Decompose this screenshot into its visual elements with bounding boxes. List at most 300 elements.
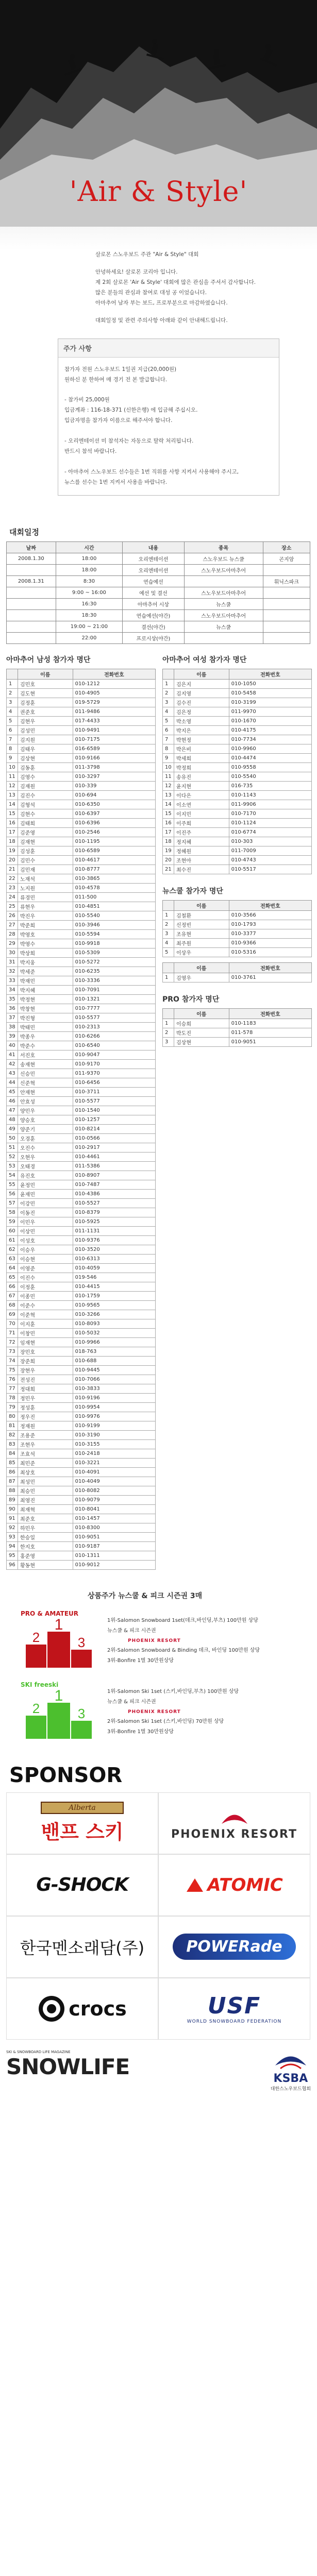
table-cell: 4: [163, 707, 174, 716]
crocs-croc-icon: [38, 1995, 65, 2023]
podium-graphic: [21, 1616, 98, 1673]
male-list-column: [6, 654, 156, 1570]
notice-title: 주가 사항: [58, 339, 279, 358]
table-cell: 박준희: [18, 920, 73, 929]
table-cell: 2008.1.30: [7, 553, 56, 564]
table-cell: 이준수: [18, 1300, 73, 1310]
table-cell: 20: [163, 855, 174, 865]
table-cell: 19:00 ~ 21:00: [56, 621, 123, 632]
table-row: [7, 1031, 156, 1041]
table-cell: 017-4433: [73, 716, 155, 725]
table-row: [163, 744, 312, 753]
table-cell: 010-4474: [229, 753, 311, 762]
table-cell: 김영우: [174, 973, 229, 982]
table-cell: 김재현: [18, 837, 73, 846]
svg-text:2: 2: [32, 1700, 40, 1716]
notice-line: 입금자명을 참가자 이름으로 해주셔야 합니다.: [64, 417, 173, 424]
table-cell: 016-6589: [73, 744, 155, 753]
table-row: [7, 1208, 156, 1217]
table-cell: 한승일: [18, 1532, 73, 1541]
table-cell: 서진호: [18, 1050, 73, 1059]
table-row: [163, 929, 312, 938]
table-row: [7, 1523, 156, 1532]
table-cell: 노지원: [18, 883, 73, 892]
female-list-table: [162, 669, 312, 874]
table-cell: 010-5577: [73, 1096, 155, 1106]
table-cell: 이승우: [18, 1245, 73, 1254]
table-cell: 39: [7, 1031, 18, 1041]
mentholatum-text: 한국멘소래담(주): [20, 1938, 145, 1958]
table-cell: 25: [7, 902, 18, 911]
table-cell: 37: [7, 1013, 18, 1022]
table-row: [7, 1412, 156, 1421]
table-cell: 권준호: [18, 707, 73, 716]
table-row: [7, 1458, 156, 1467]
table-cell: 010-3761: [229, 973, 311, 982]
table-cell: 57: [7, 1198, 18, 1208]
table-cell: 황동현: [18, 1560, 73, 1569]
table-row: [7, 902, 156, 911]
table-cell: 011-3798: [73, 762, 155, 772]
table-cell: 010-9960: [229, 744, 311, 753]
table-cell: 정성훈: [18, 1402, 73, 1412]
table-row: [7, 575, 310, 587]
table-cell: 스노우보드아마추어: [184, 587, 263, 598]
table-cell: 010-8300: [73, 1523, 155, 1532]
column-header: [163, 669, 174, 679]
table-cell: 김형석: [18, 800, 73, 809]
table-cell: 23: [7, 883, 18, 892]
table-cell: 최수진: [174, 865, 229, 874]
table-row: [7, 716, 156, 725]
table-row: [7, 744, 156, 753]
table-cell: 74: [7, 1356, 18, 1365]
table-cell: 16: [163, 818, 174, 827]
table-cell: 노재석: [18, 874, 73, 883]
table-cell: 010-1311: [73, 1551, 155, 1560]
table-row: [7, 1096, 156, 1106]
right-list-column: [162, 654, 312, 1570]
table-cell: 박은비: [174, 744, 229, 753]
table-cell: 83: [7, 1439, 18, 1449]
table-row: [7, 1541, 156, 1551]
table-cell: 54: [7, 1171, 18, 1180]
table-cell: 조현아: [174, 855, 229, 865]
table-row: [163, 1028, 312, 1037]
table-cell: [263, 598, 310, 609]
intro-paragraph: 대회일정 및 관련 주의사항 아래와 같이 안내해드립니다.: [95, 317, 228, 324]
table-row: [7, 1087, 156, 1096]
male-list-table: [6, 669, 156, 1570]
sponsor-powerade-logo: [158, 1916, 310, 1978]
table-cell: 010-5458: [229, 688, 311, 698]
table-cell: 9: [7, 753, 18, 762]
table-cell: 43: [7, 1069, 18, 1078]
table-row: [7, 1421, 156, 1430]
table-cell: 010-9491: [73, 725, 155, 735]
table-cell: 48: [7, 1115, 18, 1124]
table-cell: 최성민: [18, 1477, 73, 1486]
table-cell: 010-3711: [73, 1087, 155, 1096]
table-cell: 010-4386: [73, 1189, 155, 1198]
table-cell: 3: [7, 698, 18, 707]
notice-line: [64, 457, 273, 467]
table-cell: 14: [7, 800, 18, 809]
table-cell: 15: [163, 809, 174, 818]
table-cell: 010-9966: [73, 1337, 155, 1347]
table-cell: 2: [7, 688, 18, 698]
table-cell: 010-9047: [73, 1050, 155, 1059]
table-row: [7, 1078, 156, 1087]
table-row: [7, 1495, 156, 1504]
table-cell: 86: [7, 1467, 18, 1477]
table-cell: 오현우: [18, 1152, 73, 1161]
table-cell: 010-9079: [73, 1495, 155, 1504]
table-cell: 35: [7, 994, 18, 1004]
table-cell: 66: [7, 1282, 18, 1291]
table-cell: 윤재민: [18, 1189, 73, 1198]
table-cell: 33: [7, 976, 18, 985]
table-cell: 이준혁: [18, 1310, 73, 1319]
table-cell: 010-3520: [73, 1245, 155, 1254]
table-cell: 010-4091: [73, 1467, 155, 1477]
column-header: [163, 1008, 174, 1019]
table-cell: 뉴스쿨: [184, 598, 263, 609]
table-cell: 16:30: [56, 598, 123, 609]
sponsor-ksba-logo: [271, 2050, 311, 2092]
table-cell: 010-7175: [73, 735, 155, 744]
table-cell: 오진수: [18, 1143, 73, 1152]
table-row: [7, 1273, 156, 1282]
table-row: [7, 1124, 156, 1133]
table-row: [7, 1514, 156, 1523]
table-row: [7, 707, 156, 716]
table-row: [7, 1152, 156, 1161]
table-cell: 19: [7, 846, 18, 855]
table-row: [7, 1198, 156, 1208]
table-cell: 장준희: [18, 1356, 73, 1365]
table-cell: 이상민: [18, 1226, 73, 1235]
table-cell: 016-735: [229, 781, 311, 790]
column-header: 날짜: [7, 541, 56, 553]
column-header: 이름: [174, 1008, 229, 1019]
table-row: [163, 947, 312, 957]
table-cell: 조유현: [174, 929, 229, 938]
table-cell: 박종우: [18, 1031, 73, 1041]
table-cell: 018-763: [73, 1347, 155, 1356]
table-cell: 1: [163, 679, 174, 688]
table-cell: [263, 621, 310, 632]
table-cell: 오경훈: [18, 1133, 73, 1143]
table-row: [163, 1037, 312, 1046]
table-cell: 1: [163, 973, 174, 982]
table-row: [7, 1532, 156, 1541]
table-row: [7, 587, 310, 598]
table-cell: 010-1257: [73, 1115, 155, 1124]
banff-text: 밴프 스키: [41, 1821, 124, 1844]
table-cell: 010-3336: [73, 976, 155, 985]
table-cell: 010-8907: [73, 1171, 155, 1180]
schedule-title: 대회일정: [9, 527, 39, 537]
male-list-title: 아마추어 남성 참가자 명단: [6, 655, 91, 664]
table-cell: 이진주: [174, 827, 229, 837]
table-cell: 양준기: [18, 1124, 73, 1133]
table-row: [7, 1375, 156, 1384]
table-row: [7, 725, 156, 735]
table-cell: 011-9486: [73, 707, 155, 716]
table-cell: 010-6774: [229, 827, 311, 837]
table-row: [7, 1504, 156, 1514]
table-cell: 6: [7, 725, 18, 735]
table-row: [7, 939, 156, 948]
table-row: [7, 827, 156, 837]
table-cell: 스노우보드아마추어: [184, 609, 263, 621]
table-cell: 010-4461: [73, 1152, 155, 1161]
table-row: [163, 762, 312, 772]
table-cell: 45: [7, 1087, 18, 1096]
female-list: [162, 654, 312, 874]
prize-lines: [107, 1687, 239, 1737]
table-cell: 이주희: [174, 818, 229, 827]
column-header: 이름: [174, 669, 229, 679]
table-row: [7, 1143, 156, 1152]
table-row: [7, 1282, 156, 1291]
table-cell: 2: [163, 920, 174, 929]
sponsor-atomic-logo: [158, 1854, 310, 1916]
table-row: [7, 985, 156, 994]
sponsor-phoenix-logo: [158, 1792, 310, 1854]
table-row: [7, 1551, 156, 1560]
table-cell: 010-1183: [229, 1019, 311, 1028]
table-cell: 윤정민: [18, 1180, 73, 1189]
table-cell: 010-8777: [73, 865, 155, 874]
table-cell: 양민우: [18, 1106, 73, 1115]
table-cell: 뉴스쿨: [184, 621, 263, 632]
table-row: [7, 1477, 156, 1486]
table-row: [7, 929, 156, 939]
table-cell: 박소영: [174, 716, 229, 725]
table-cell: 박도진: [174, 1028, 229, 1037]
table-cell: 16: [7, 818, 18, 827]
table-cell: 010-8379: [73, 1208, 155, 1217]
table-cell: [7, 587, 56, 598]
svg-text:2: 2: [32, 1629, 40, 1645]
table-cell: 12: [7, 781, 18, 790]
table-cell: 이정훈: [18, 1282, 73, 1291]
table-cell: 22:00: [56, 632, 123, 643]
wsf-subtitle: WORLD SNOWBOARD FEDERATION: [187, 2019, 282, 2025]
table-cell: 스노우보드아마추어: [184, 564, 263, 575]
column-header: 종목: [184, 541, 263, 553]
table-row: [7, 621, 310, 632]
table-cell: 김수진: [174, 698, 229, 707]
podium-pro: [21, 1610, 98, 1672]
table-row: [7, 846, 156, 855]
table-cell: 95: [7, 1551, 18, 1560]
table-cell: 18: [163, 837, 174, 846]
table-row: [7, 865, 156, 874]
table-cell: 11: [7, 772, 18, 781]
table-cell: 김현수: [18, 809, 73, 818]
table-cell: 010-4743: [229, 855, 311, 865]
table-cell: 박태민: [18, 1022, 73, 1031]
notice-line: - 오리엔테이션 미 참석자는 자동으로 탈락 처리됩니다.: [64, 438, 194, 445]
table-cell: 010-4617: [73, 855, 155, 865]
table-cell: 임재현: [18, 1337, 73, 1347]
table-cell: 010-7487: [73, 1180, 155, 1189]
table-row: [7, 1004, 156, 1013]
table-cell: 010-2917: [73, 1143, 155, 1152]
table-cell: 010-7734: [229, 735, 311, 744]
table-cell: 이종민: [18, 1291, 73, 1300]
atomic-text: ATOMIC: [207, 1874, 283, 1895]
table-row: [7, 874, 156, 883]
table-cell: 60: [7, 1226, 18, 1235]
table-cell: [7, 564, 56, 575]
table-row: [163, 679, 312, 688]
table-cell: 010-2313: [73, 1022, 155, 1031]
table-cell: 010-5316: [229, 947, 311, 957]
table-cell: 96: [7, 1560, 18, 1569]
table-cell: 10: [163, 762, 174, 772]
table-cell: 010-9918: [73, 939, 155, 948]
table-cell: 최영진: [18, 1495, 73, 1504]
powerade-text: POWERade: [186, 1938, 282, 1956]
intro-line: 안녕하세요! 살로몬 코리아 입니다.: [95, 268, 178, 275]
sponsor-bottom-row: [6, 2050, 311, 2102]
table-cell: 26: [7, 911, 18, 920]
table-cell: 박정현: [18, 994, 73, 1004]
table-cell: 2008.1.31: [7, 575, 56, 587]
table-cell: 010-6589: [73, 846, 155, 855]
table-row: [7, 735, 156, 744]
table-cell: 010-7170: [229, 809, 311, 818]
table-cell: 이승희: [174, 1019, 229, 1028]
intro-line: 제 2회 살로몬 'Air & Style' 대회에 많은 관심을 주셔서 감사합니다.: [95, 279, 256, 285]
table-row: [7, 762, 156, 772]
table-row: [7, 1217, 156, 1226]
table-cell: 2: [163, 688, 174, 698]
table-row: [163, 837, 312, 846]
prize-group-pro: [21, 1610, 317, 1672]
participant-lists: [6, 654, 317, 1570]
table-cell: 14: [163, 800, 174, 809]
table-cell: 50: [7, 1133, 18, 1143]
table-cell: 69: [7, 1310, 18, 1319]
table-cell: 32: [7, 967, 18, 976]
podium-ski: [21, 1681, 98, 1743]
table-cell: 88: [7, 1486, 18, 1495]
table-cell: 4: [163, 938, 174, 947]
table-cell: 8: [163, 744, 174, 753]
table-cell: 010-9445: [73, 1365, 155, 1375]
table-cell: 류경민: [18, 892, 73, 902]
notice-body: [58, 358, 279, 495]
table-cell: 박지웅: [18, 957, 73, 967]
table-row: [7, 1449, 156, 1458]
table-cell: 최준호: [18, 1514, 73, 1523]
table-cell: 프로시상(야간): [123, 632, 184, 643]
table-cell: 010-9051: [229, 1037, 311, 1046]
snowlife-subtitle: SKI & SNOWBOARD LIFE MAGAZINE: [6, 2049, 71, 2054]
table-cell: 010-6396: [73, 818, 155, 827]
table-row: [163, 910, 312, 920]
prizes-title: 상품주가 뉴스쿨 & 피크 시즌권 3매: [88, 1591, 203, 1600]
svg-text:3: 3: [77, 1705, 86, 1721]
table-cell: 박영호: [18, 929, 73, 939]
table-row: [7, 781, 156, 790]
table-cell: 010-3221: [73, 1458, 155, 1467]
table-row: [7, 688, 156, 698]
table-cell: 13: [163, 790, 174, 800]
table-cell: 이민우: [18, 1217, 73, 1226]
table-row: [163, 846, 312, 855]
table-row: [7, 1328, 156, 1337]
column-header: 전화번호: [73, 669, 155, 679]
table-cell: 최민준: [18, 1458, 73, 1467]
table-cell: 5: [7, 716, 18, 725]
intro-line: 아마추어 남자 부는 보드, 프로부분으로 마감하였습니다.: [95, 299, 228, 306]
notice-line: - 아마추어 스노우보드 선수들은 1번 직위를 사항 지켜서 사용해야 주시고,: [64, 469, 239, 475]
table-cell: 17: [163, 827, 174, 837]
table-cell: 정우진: [18, 1412, 73, 1421]
table-cell: 010-4415: [73, 1282, 155, 1291]
table-cell: 김상현: [18, 753, 73, 762]
table-cell: 010-5309: [73, 948, 155, 957]
table-cell: 김성훈: [18, 846, 73, 855]
table-cell: 2: [163, 1028, 174, 1037]
table-cell: 22: [7, 874, 18, 883]
table-cell: 56: [7, 1189, 18, 1198]
table-cell: 김도현: [18, 688, 73, 698]
table-row: [7, 1115, 156, 1124]
table-row: [7, 837, 156, 846]
table-cell: 박세희: [174, 753, 229, 762]
table-cell: 신정빈: [174, 920, 229, 929]
table-cell: 010-5032: [73, 1328, 155, 1337]
table-cell: 73: [7, 1347, 18, 1356]
table-row: [163, 827, 312, 837]
table-row: [7, 1041, 156, 1050]
table-row: [7, 1356, 156, 1365]
table-cell: 오리엔테이션: [123, 553, 184, 564]
prize-line: 1위-Salomon Ski 1set (스키,바인딩,부츠) 100만원 상당: [107, 1688, 239, 1694]
table-cell: 010-9170: [73, 1059, 155, 1069]
table-cell: 53: [7, 1161, 18, 1171]
table-cell: 김민호: [18, 679, 73, 688]
table-cell: 29: [7, 939, 18, 948]
table-cell: 조효석: [18, 1449, 73, 1458]
schedule-table: [6, 541, 310, 644]
table-cell: 전성진: [18, 1375, 73, 1384]
table-cell: 김철환: [174, 910, 229, 920]
table-row: [7, 1300, 156, 1310]
table-cell: 1: [163, 1019, 174, 1028]
intro-paragraph: [95, 267, 286, 309]
table-row: [163, 725, 312, 735]
notice-line: 반드시 참석 바랍니다.: [64, 448, 117, 455]
notice-box: [58, 338, 279, 496]
table-cell: 011-578: [229, 1028, 311, 1037]
gshock-text: G-SHOCK: [36, 1874, 128, 1896]
table-cell: 010-5517: [229, 865, 311, 874]
notice-line: 원하신 분 한하여 매 경기 전 본 발급합니다.: [64, 376, 168, 383]
table-cell: 010-5540: [73, 911, 155, 920]
table-cell: 71: [7, 1328, 18, 1337]
table-cell: 류현우: [18, 902, 73, 911]
table-row: [7, 1365, 156, 1375]
table-cell: 김상현: [174, 1037, 229, 1046]
